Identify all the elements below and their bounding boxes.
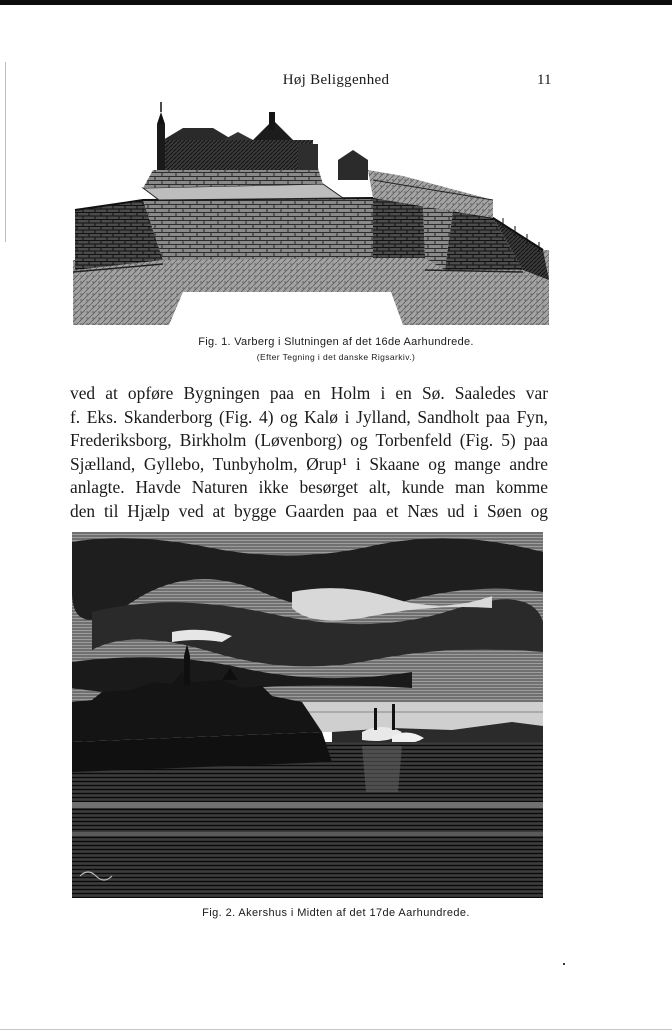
body-paragraph	[70, 382, 548, 524]
scan-border-bottom	[0, 1029, 672, 1030]
body-line: Sjælland, Gyllebo, Tunbyholm, Ørup¹ i Skaane og mange andre	[70, 453, 548, 474]
scan-speck	[563, 963, 565, 965]
figure-1-engraving	[73, 100, 549, 325]
body-line: f. Eks. Skanderborg (Fig. 4) og Kalø i Jylland, Sandholt paa Fyn,	[70, 406, 548, 427]
body-line: den til Hjælp ved at bygge Gaarden paa et Næs ud i Søen og	[70, 500, 548, 521]
figure-2-caption: Fig. 2. Akershus i Midten af det 17de Aarhundrede.	[202, 907, 470, 919]
figure-1-caption: Fig. 1. Varberg i Slutningen af det 16de Aarhundrede.	[198, 336, 474, 348]
body-line: ved at opføre Bygningen paa en Holm i en Sø. Saaledes var	[70, 383, 548, 403]
figure-2-engraving	[72, 532, 543, 898]
scan-border-top	[0, 0, 672, 5]
body-line: anlagte. Havde Naturen ikke besørget alt, kunde man komme	[70, 477, 548, 498]
body-line: Frederiksborg, Birkholm (Løvenborg) og Torbenfeld (Fig. 5) paa	[70, 430, 548, 451]
running-title: Høj Beliggenhed	[282, 72, 390, 88]
page-number: 11	[537, 72, 552, 88]
scan-border-left	[5, 62, 6, 242]
figure-1-source-note: (Efter Tegning i det danske Rigsarkiv.)	[256, 352, 416, 362]
